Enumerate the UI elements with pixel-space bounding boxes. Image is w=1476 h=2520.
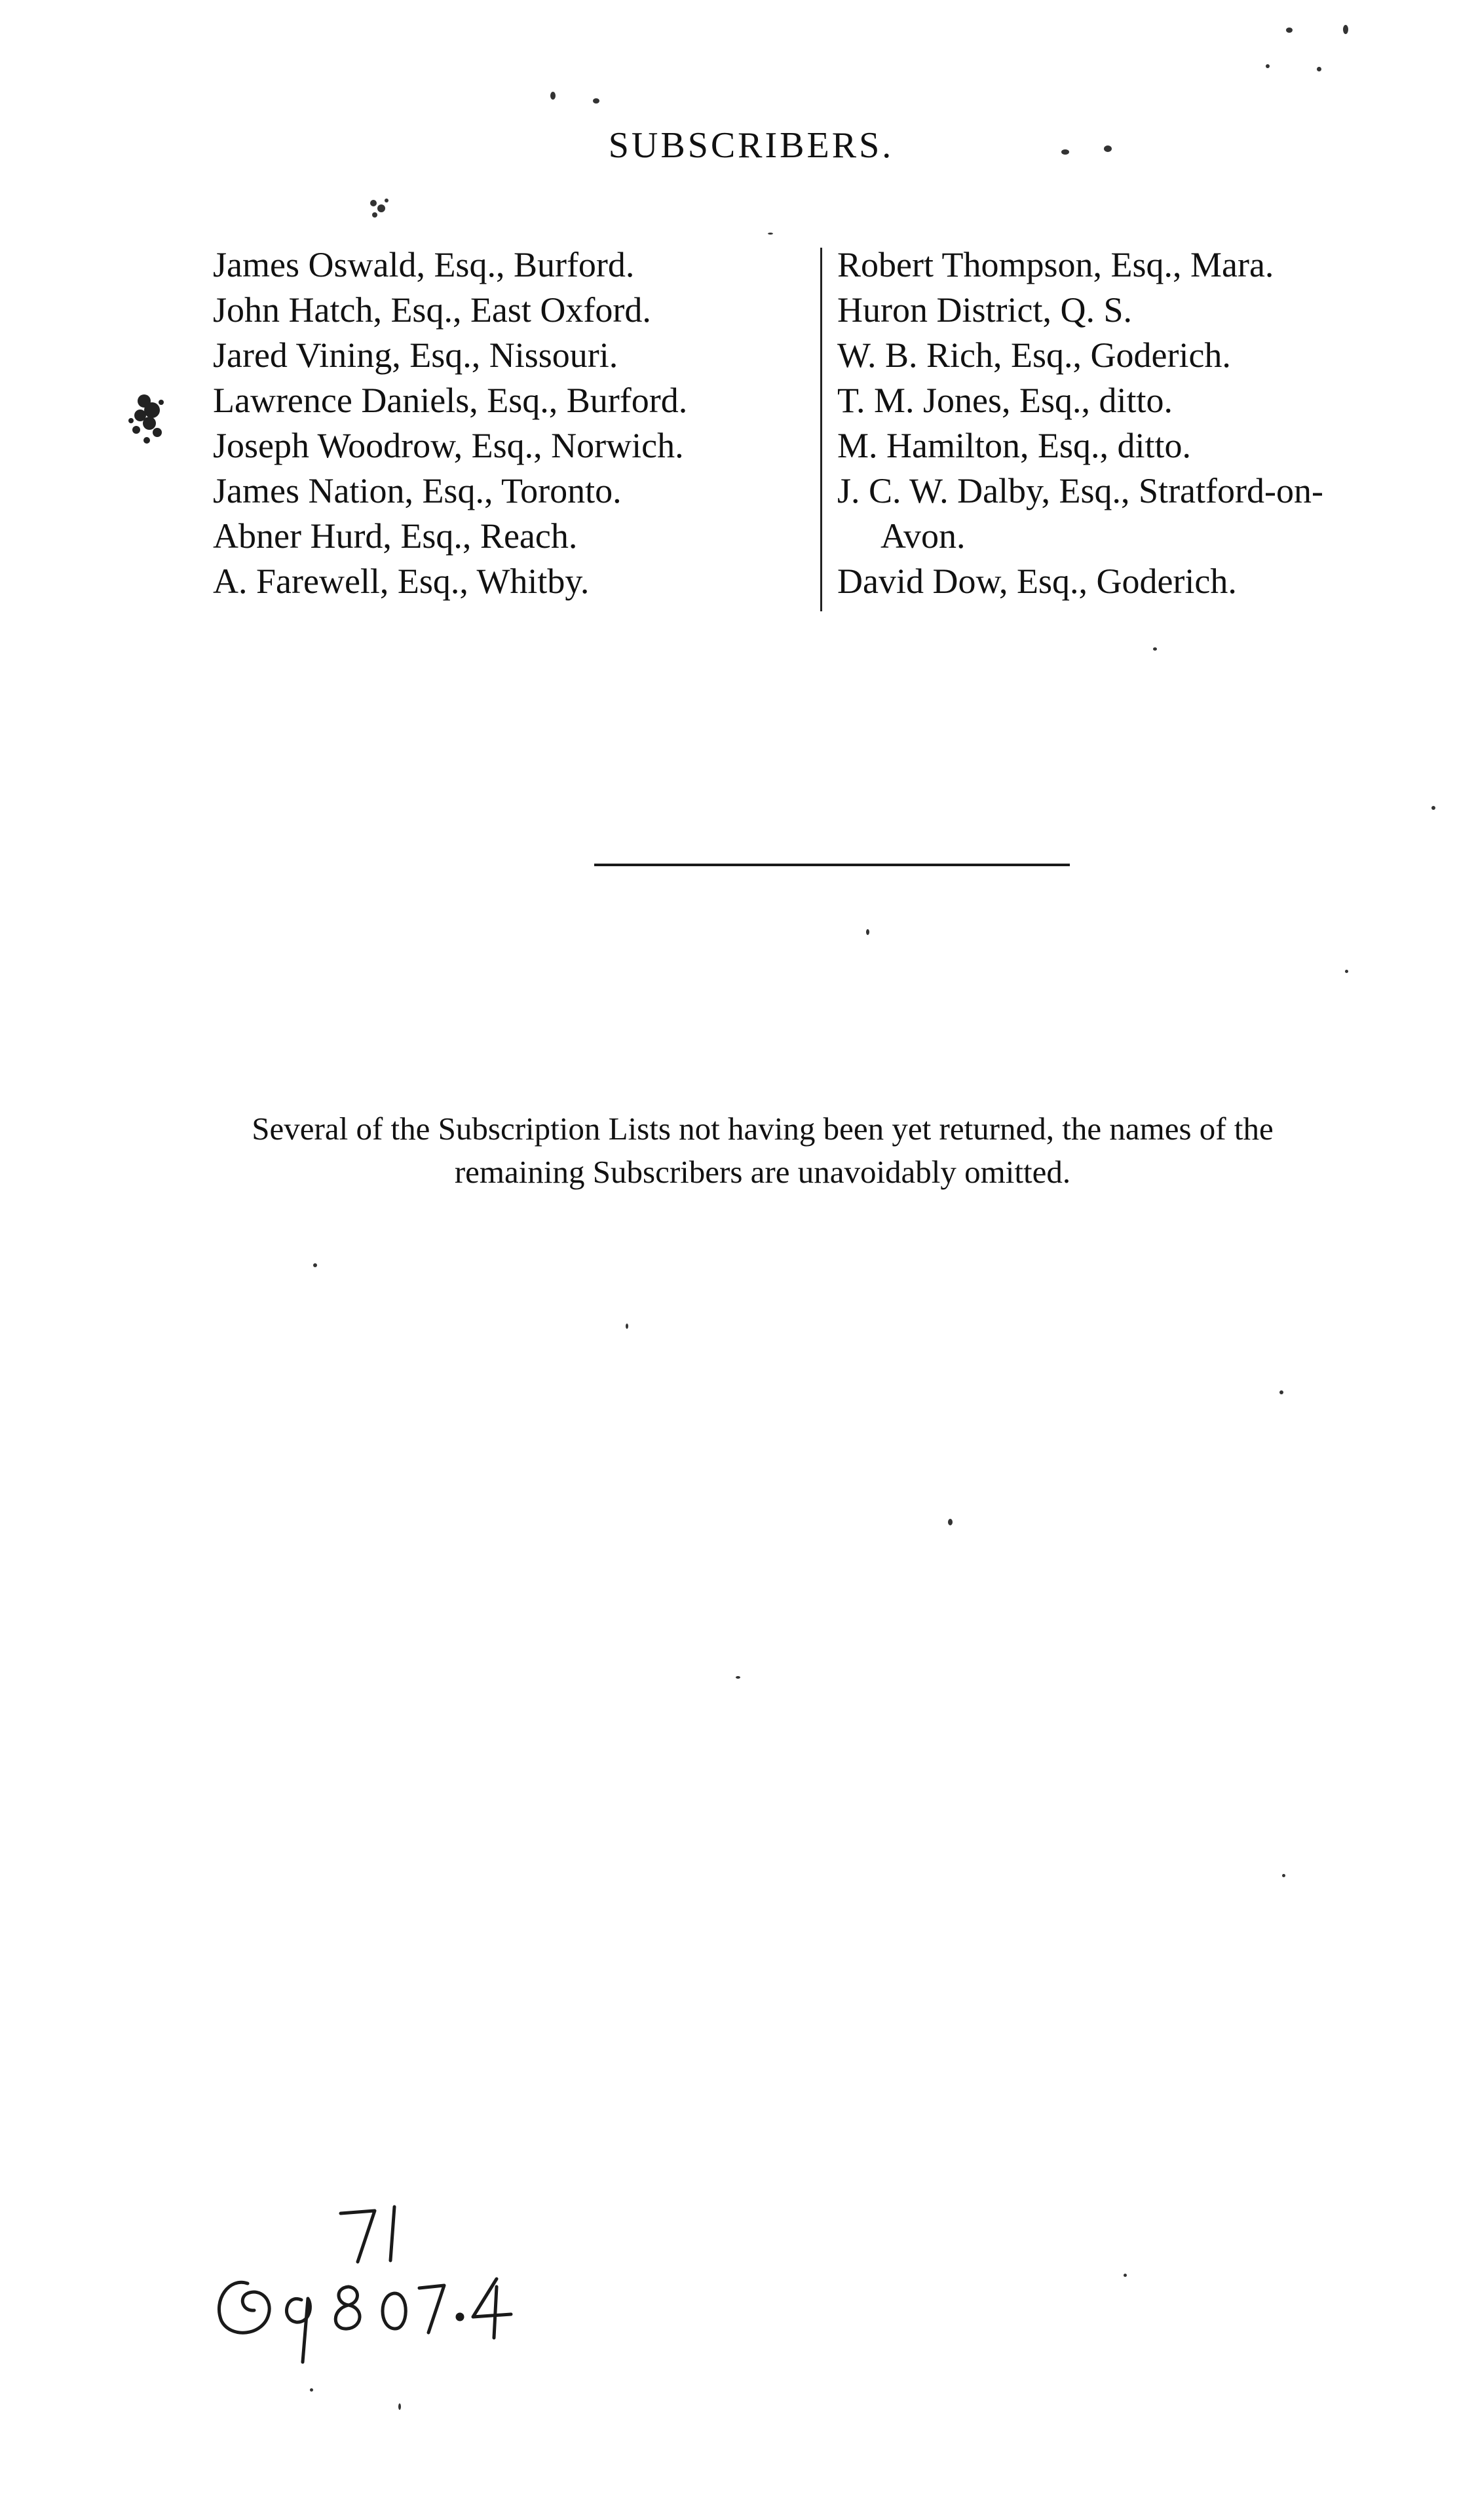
subscribers-right-column (837, 242, 1460, 604)
subscriber-entry: Joseph Woodrow, Esq., Norwich. (213, 426, 684, 465)
subscriber-entry: Huron District, Q. S. (837, 290, 1132, 330)
ink-speck (1153, 647, 1157, 651)
ink-speck-cluster (360, 190, 400, 229)
subscriber-entry: M. Hamilton, Esq., ditto. (837, 426, 1191, 465)
subscriber-entry-continuation: Avon. (880, 516, 966, 556)
subscriber-entry: David Dow, Esq., Goderich. (837, 562, 1237, 601)
subscriber-entry: J. C. W. Dalby, Esq., Stratford-on- (837, 471, 1323, 510)
ink-speck (1124, 2274, 1127, 2277)
subscriber-entry: W. B. Rich, Esq., Goderich. (837, 335, 1231, 375)
ink-speck (1266, 64, 1270, 68)
ink-blot (118, 381, 177, 453)
subscriber-entry: James Oswald, Esq., Burford. (213, 245, 635, 284)
ink-speck (768, 233, 773, 235)
handwritten-shelfmark (203, 2202, 570, 2372)
ink-speck (1431, 806, 1435, 810)
subscriber-entry: James Nation, Esq., Toronto. (213, 471, 622, 510)
ink-speck (313, 1263, 317, 1267)
horizontal-rule (594, 864, 1070, 866)
subscribers-left-column (213, 242, 789, 604)
ink-speck (948, 1519, 953, 1525)
subscriber-entry: Lawrence Daniels, Esq., Burford. (213, 381, 688, 420)
subscriber-entry: Robert Thompson, Esq., Mara. (837, 245, 1274, 284)
ink-speck (398, 2403, 401, 2410)
ink-speck (1282, 1874, 1285, 1877)
notice-line: Several of the Subscription Lists not having been yet returned, the names of the (252, 1111, 1274, 1147)
subscriber-entry: Jared Vining, Esq., Nissouri. (213, 335, 618, 375)
page-title: SUBSCRIBERS. (608, 125, 894, 166)
notice-line: remaining Subscribers are unavoidably omitted. (454, 1154, 1071, 1190)
subscriber-entry: Abner Hurd, Esq., Reach. (213, 516, 578, 556)
ink-speck (1279, 1390, 1283, 1394)
column-divider (820, 248, 822, 611)
ink-speck (1104, 145, 1112, 152)
ink-speck (1317, 67, 1321, 71)
subscriber-entry: A. Farewell, Esq., Whitby. (213, 562, 590, 601)
subscriber-entry: John Hatch, Esq., East Oxford. (213, 290, 651, 330)
ink-speck (866, 929, 869, 935)
ink-speck (626, 1324, 628, 1329)
ink-speck (1061, 149, 1069, 155)
ink-speck (736, 1676, 740, 1679)
ink-speck (550, 92, 556, 100)
subscriber-entry: T. M. Jones, Esq., ditto. (837, 381, 1173, 420)
ink-speck (310, 2388, 313, 2392)
ink-speck (593, 98, 599, 104)
ink-speck (1286, 28, 1293, 33)
omission-notice (0, 1107, 1476, 1194)
ink-speck (1345, 970, 1348, 973)
ink-speck (1343, 25, 1348, 34)
